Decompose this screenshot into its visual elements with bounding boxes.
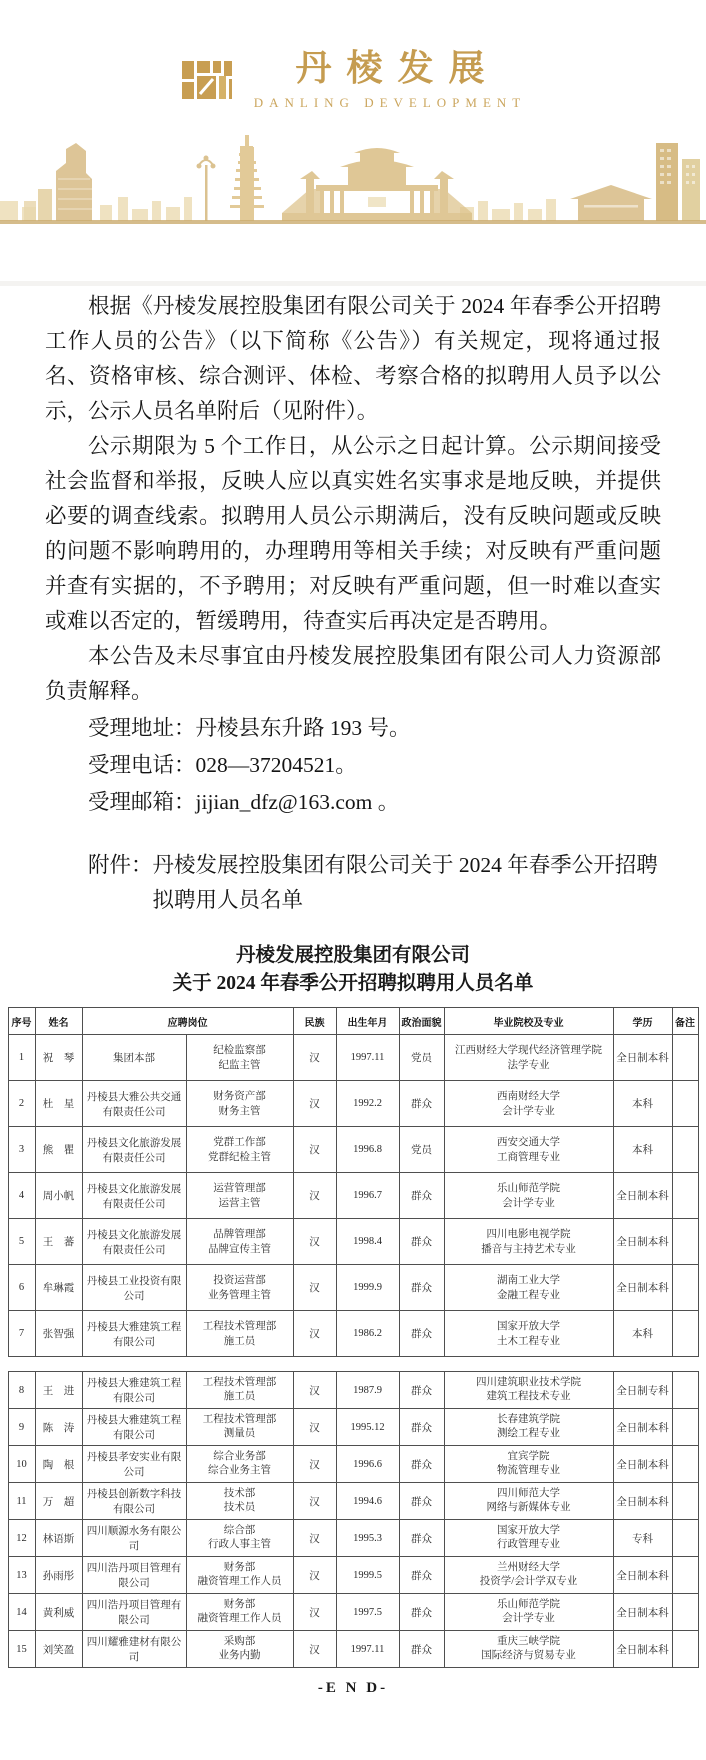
end-marker: -E N D- xyxy=(317,1680,389,1696)
position-cell xyxy=(186,1557,293,1594)
company-cell: 丹棱县创新数字科技有限公司 xyxy=(82,1483,186,1520)
note-cell xyxy=(672,1265,698,1311)
school-major: 网络与新媒体专业 xyxy=(486,1502,571,1513)
attachment-line xyxy=(45,848,661,918)
position-cell xyxy=(186,1520,293,1557)
ethnicity-cell: 汉 xyxy=(293,1520,336,1557)
school-name: 重庆三峡学院 xyxy=(497,1636,560,1647)
note-cell xyxy=(672,1173,698,1219)
company-cell: 丹棱县文化旅游发展有限责任公司 xyxy=(82,1127,186,1173)
name-cell: 刘笑盈 xyxy=(35,1631,82,1668)
ethnicity-cell: 汉 xyxy=(293,1173,336,1219)
no-cell: 13 xyxy=(8,1557,35,1594)
table-row xyxy=(8,1631,698,1668)
ethnicity-cell: 汉 xyxy=(293,1594,336,1631)
school-name: 湖南工业大学 xyxy=(497,1274,560,1286)
school-cell xyxy=(444,1311,613,1357)
politics-cell: 群众 xyxy=(399,1219,444,1265)
politics-cell: 群众 xyxy=(399,1631,444,1668)
contact-address: 受理地址：丹棱县东升路 193 号。 xyxy=(88,716,411,740)
company-cell: 丹棱县文化旅游发展有限责任公司 xyxy=(82,1173,186,1219)
no-cell: 5 xyxy=(8,1219,35,1265)
degree-cell: 全日制专科 xyxy=(613,1372,672,1409)
name-cell: 牟琳霞 xyxy=(35,1265,82,1311)
notice-body xyxy=(0,289,706,918)
company-cell: 丹棱县大雅建筑工程有限公司 xyxy=(82,1311,186,1357)
school-major: 投资学/会计学双专业 xyxy=(479,1576,578,1587)
company-cell: 丹棱县文化旅游发展有限责任公司 xyxy=(82,1219,186,1265)
name-cell: 熊 瞿 xyxy=(35,1127,82,1173)
note-cell xyxy=(672,1520,698,1557)
position-title: 综合业务主管 xyxy=(208,1465,271,1476)
school-major: 会计学专业 xyxy=(502,1613,555,1624)
position-title: 融资管理工作人员 xyxy=(197,1576,282,1587)
politics-cell: 群众 xyxy=(399,1372,444,1409)
position-cell xyxy=(186,1446,293,1483)
brand-logo-icon xyxy=(180,52,234,106)
no-cell: 2 xyxy=(8,1081,35,1127)
school-name: 西安交通大学 xyxy=(497,1136,560,1148)
header-politics: 政治面貌 xyxy=(399,1008,444,1035)
table-header-row xyxy=(8,1008,698,1035)
company-cell: 四川浩丹项目管理有限公司 xyxy=(82,1557,186,1594)
header-ethnicity: 民族 xyxy=(293,1008,336,1035)
position-cell xyxy=(186,1127,293,1173)
table-row xyxy=(8,1311,698,1357)
position-dept: 技术部 xyxy=(223,1488,256,1499)
politics-cell: 党员 xyxy=(399,1127,444,1173)
birth-cell: 1997.11 xyxy=(336,1035,399,1081)
school-cell xyxy=(444,1372,613,1409)
position-dept: 综合业务部 xyxy=(213,1451,266,1462)
degree-cell: 本科 xyxy=(613,1127,672,1173)
position-title: 财务主管 xyxy=(218,1105,261,1117)
birth-cell: 1996.6 xyxy=(336,1446,399,1483)
ethnicity-cell: 汉 xyxy=(293,1372,336,1409)
header-degree: 学历 xyxy=(613,1008,672,1035)
politics-cell: 群众 xyxy=(399,1446,444,1483)
brand-subtitle: DANLING DEVELOPMENT xyxy=(253,95,527,110)
birth-cell: 1994.6 xyxy=(336,1483,399,1520)
table-row xyxy=(8,1372,698,1409)
no-cell: 4 xyxy=(8,1173,35,1219)
ethnicity-cell: 汉 xyxy=(293,1081,336,1127)
table-row xyxy=(8,1483,698,1520)
table-body-2 xyxy=(8,1372,698,1668)
company-cell: 丹棱县大雅建筑工程有限公司 xyxy=(82,1409,186,1446)
note-cell xyxy=(672,1372,698,1409)
name-cell: 杜 星 xyxy=(35,1081,82,1127)
position-dept: 财务部 xyxy=(223,1562,256,1573)
degree-cell: 全日制本科 xyxy=(613,1446,672,1483)
school-name: 四川电影电视学院 xyxy=(486,1228,571,1240)
position-cell xyxy=(186,1372,293,1409)
school-cell xyxy=(444,1409,613,1446)
company-cell: 丹棱县工业投资有限公司 xyxy=(82,1265,186,1311)
note-cell xyxy=(672,1594,698,1631)
position-dept: 工程技术管理部 xyxy=(202,1320,277,1332)
name-cell: 黄利威 xyxy=(35,1594,82,1631)
politics-cell: 党员 xyxy=(399,1035,444,1081)
position-cell xyxy=(186,1483,293,1520)
table-row xyxy=(8,1520,698,1557)
position-title: 纪监主管 xyxy=(218,1059,261,1071)
table-row xyxy=(8,1081,698,1127)
header-no: 序号 xyxy=(8,1008,35,1035)
no-cell: 11 xyxy=(8,1483,35,1520)
name-cell: 万 超 xyxy=(35,1483,82,1520)
header-note: 备注 xyxy=(672,1008,698,1035)
birth-cell: 1996.8 xyxy=(336,1127,399,1173)
attachment-inner xyxy=(88,848,662,918)
recruits-table-1 xyxy=(8,1007,699,1357)
company-cell: 集团本部 xyxy=(82,1035,186,1081)
school-name: 四川建筑职业技术学院 xyxy=(476,1377,581,1388)
birth-cell: 1996.7 xyxy=(336,1173,399,1219)
company-cell: 四川顺源水务有限公司 xyxy=(82,1520,186,1557)
ethnicity-cell: 汉 xyxy=(293,1311,336,1357)
name-cell: 祝 琴 xyxy=(35,1035,82,1081)
table-row xyxy=(8,1594,698,1631)
no-cell: 15 xyxy=(8,1631,35,1668)
position-cell xyxy=(186,1409,293,1446)
politics-cell: 群众 xyxy=(399,1311,444,1357)
school-cell xyxy=(444,1081,613,1127)
politics-cell: 群众 xyxy=(399,1409,444,1446)
position-title: 党群纪检主管 xyxy=(208,1151,271,1163)
skyline-banner xyxy=(0,127,706,227)
school-cell xyxy=(444,1035,613,1081)
position-title: 融资管理工作人员 xyxy=(197,1613,282,1624)
position-dept: 财务资产部 xyxy=(213,1090,266,1102)
school-cell xyxy=(444,1219,613,1265)
school-cell xyxy=(444,1557,613,1594)
position-dept: 运营管理部 xyxy=(213,1182,266,1194)
brand-header xyxy=(0,0,706,111)
name-cell: 张智强 xyxy=(35,1311,82,1357)
birth-cell: 1986.2 xyxy=(336,1311,399,1357)
name-cell: 周小帆 xyxy=(35,1173,82,1219)
company-cell: 四川耀雅建材有限公司 xyxy=(82,1631,186,1668)
note-cell xyxy=(672,1631,698,1668)
degree-cell: 全日制本科 xyxy=(613,1631,672,1668)
contact-phone: 受理电话：028—37204521。 xyxy=(88,753,357,777)
birth-cell: 1995.12 xyxy=(336,1409,399,1446)
school-cell xyxy=(444,1631,613,1668)
birth-cell: 1999.9 xyxy=(336,1265,399,1311)
school-name: 江西财经大学现代经济管理学院 xyxy=(455,1044,602,1056)
ethnicity-cell: 汉 xyxy=(293,1631,336,1668)
degree-cell: 全日制本科 xyxy=(613,1173,672,1219)
table-row xyxy=(8,1265,698,1311)
school-cell xyxy=(444,1265,613,1311)
birth-cell: 1992.2 xyxy=(336,1081,399,1127)
birth-cell: 1995.3 xyxy=(336,1520,399,1557)
position-title: 业务管理主管 xyxy=(208,1289,271,1301)
school-major: 播音与主持艺术专业 xyxy=(481,1243,576,1255)
degree-cell: 全日制本科 xyxy=(613,1594,672,1631)
company-cell: 四川浩丹项目管理有限公司 xyxy=(82,1594,186,1631)
name-cell: 王 蕃 xyxy=(35,1219,82,1265)
position-dept: 财务部 xyxy=(223,1599,256,1610)
brand-name: 丹棱发展 xyxy=(295,48,500,88)
position-title: 测量员 xyxy=(223,1428,256,1439)
school-name: 乐山师范学院 xyxy=(497,1599,560,1610)
degree-cell: 全日制本科 xyxy=(613,1483,672,1520)
ethnicity-cell: 汉 xyxy=(293,1265,336,1311)
position-title: 施工员 xyxy=(223,1335,256,1347)
position-cell xyxy=(186,1265,293,1311)
position-title: 行政人事主管 xyxy=(208,1539,271,1550)
note-cell xyxy=(672,1483,698,1520)
note-cell xyxy=(672,1081,698,1127)
table-title-line2: 关于 2024 年春季公开招聘拟聘用人员名单 xyxy=(172,973,534,994)
company-cell: 丹棱县大雅公共交通有限责任公司 xyxy=(82,1081,186,1127)
no-cell: 6 xyxy=(8,1265,35,1311)
position-title: 业务内勤 xyxy=(218,1650,261,1661)
ethnicity-cell: 汉 xyxy=(293,1557,336,1594)
name-cell: 孙雨彤 xyxy=(35,1557,82,1594)
note-cell xyxy=(672,1446,698,1483)
skyline-illustration xyxy=(0,127,706,227)
school-major: 行政管理专业 xyxy=(497,1539,560,1550)
degree-cell: 全日制本科 xyxy=(613,1035,672,1081)
table-row xyxy=(8,1127,698,1173)
school-name: 国家开放大学 xyxy=(497,1320,560,1332)
no-cell: 12 xyxy=(8,1520,35,1557)
header-name: 姓名 xyxy=(35,1008,82,1035)
position-cell xyxy=(186,1631,293,1668)
degree-cell: 全日制本科 xyxy=(613,1557,672,1594)
brand-text xyxy=(254,46,527,111)
school-cell xyxy=(444,1594,613,1631)
birth-cell: 1997.5 xyxy=(336,1594,399,1631)
politics-cell: 群众 xyxy=(399,1173,444,1219)
politics-cell: 群众 xyxy=(399,1520,444,1557)
position-cell xyxy=(186,1594,293,1631)
politics-cell: 群众 xyxy=(399,1265,444,1311)
table-row xyxy=(8,1035,698,1081)
no-cell: 9 xyxy=(8,1409,35,1446)
degree-cell: 专科 xyxy=(613,1520,672,1557)
table-title-line1: 丹棱发展控股集团有限公司 xyxy=(235,945,470,966)
school-major: 国际经济与贸易专业 xyxy=(481,1650,576,1661)
no-cell: 10 xyxy=(8,1446,35,1483)
no-cell: 3 xyxy=(8,1127,35,1173)
school-name: 四川师范大学 xyxy=(497,1488,560,1499)
header-birth: 出生年月 xyxy=(336,1008,399,1035)
school-name: 乐山师范学院 xyxy=(497,1182,560,1194)
politics-cell: 群众 xyxy=(399,1483,444,1520)
recruits-table-2 xyxy=(8,1371,699,1668)
school-major: 物流管理专业 xyxy=(497,1465,560,1476)
position-dept: 工程技术管理部 xyxy=(202,1377,277,1388)
position-cell xyxy=(186,1219,293,1265)
school-name: 国家开放大学 xyxy=(497,1525,560,1536)
note-cell xyxy=(672,1219,698,1265)
no-cell: 1 xyxy=(8,1035,35,1081)
notice-paragraph-2: 公示期限为 5 个工作日，从公示之日起计算。公示期间接受社会监督和举报，反映人应以真实姓名实事求是地反映，并提供必要的调查线索。拟聘用人员公示期满后，没有反映问题或反映的问题不影响聘用的，办理聘用等相关手续；对反映有严重问题并查有实据的，不予聘用；对反映有严重问题，但一时难以查实或难以否定的，暂缓聘用，待查实后再决定是否聘用。 xyxy=(45,434,661,633)
birth-cell: 1997.11 xyxy=(336,1631,399,1668)
note-cell xyxy=(672,1311,698,1357)
school-cell xyxy=(444,1446,613,1483)
position-dept: 工程技术管理部 xyxy=(202,1414,277,1425)
position-title: 品牌宣传主管 xyxy=(208,1243,271,1255)
divider-band xyxy=(0,281,706,286)
position-cell xyxy=(186,1035,293,1081)
no-cell: 7 xyxy=(8,1311,35,1357)
company-cell: 丹棱县孝安实业有限公司 xyxy=(82,1446,186,1483)
notice-paragraph-3: 本公告及未尽事宜由丹棱发展控股集团有限公司人力资源部负责解释。 xyxy=(45,644,661,703)
politics-cell: 群众 xyxy=(399,1081,444,1127)
school-name: 宜宾学院 xyxy=(507,1451,550,1462)
school-cell xyxy=(444,1520,613,1557)
school-major: 测绘工程专业 xyxy=(497,1428,560,1439)
name-cell: 林语斯 xyxy=(35,1520,82,1557)
position-dept: 综合部 xyxy=(223,1525,256,1536)
table-row xyxy=(8,1557,698,1594)
degree-cell: 本科 xyxy=(613,1081,672,1127)
birth-cell: 1998.4 xyxy=(336,1219,399,1265)
contact-email: 受理邮箱：jijian_dfz@163.com 。 xyxy=(88,790,400,814)
school-cell xyxy=(444,1483,613,1520)
degree-cell: 全日制本科 xyxy=(613,1265,672,1311)
school-name: 西南财经大学 xyxy=(497,1090,560,1102)
attachment-label: 附件： xyxy=(88,853,153,877)
name-cell: 陈 涛 xyxy=(35,1409,82,1446)
table-row xyxy=(8,1173,698,1219)
politics-cell: 群众 xyxy=(399,1594,444,1631)
school-cell xyxy=(444,1173,613,1219)
no-cell: 14 xyxy=(8,1594,35,1631)
name-cell: 王 进 xyxy=(35,1372,82,1409)
degree-cell: 全日制本科 xyxy=(613,1409,672,1446)
note-cell xyxy=(672,1127,698,1173)
position-dept: 投资运营部 xyxy=(213,1274,266,1286)
table-row xyxy=(8,1409,698,1446)
table-row xyxy=(8,1446,698,1483)
position-dept: 采购部 xyxy=(223,1636,256,1647)
school-major: 工商管理专业 xyxy=(497,1151,560,1163)
note-cell xyxy=(672,1035,698,1081)
ethnicity-cell: 汉 xyxy=(293,1446,336,1483)
school-major: 法学专业 xyxy=(507,1059,550,1071)
position-dept: 纪检监察部 xyxy=(213,1044,266,1056)
header-school: 毕业院校及专业 xyxy=(444,1008,613,1035)
birth-cell: 1999.5 xyxy=(336,1557,399,1594)
position-dept: 党群工作部 xyxy=(213,1136,266,1148)
ethnicity-cell: 汉 xyxy=(293,1127,336,1173)
school-major: 土木工程专业 xyxy=(497,1335,560,1347)
position-dept: 品牌管理部 xyxy=(213,1228,266,1240)
position-title: 技术员 xyxy=(223,1502,256,1513)
ethnicity-cell: 汉 xyxy=(293,1409,336,1446)
position-cell xyxy=(186,1081,293,1127)
company-cell: 丹棱县大雅建筑工程有限公司 xyxy=(82,1372,186,1409)
school-major: 建筑工程技术专业 xyxy=(486,1391,571,1402)
position-cell xyxy=(186,1311,293,1357)
ethnicity-cell: 汉 xyxy=(293,1483,336,1520)
school-name: 长春建筑学院 xyxy=(497,1414,560,1425)
note-cell xyxy=(672,1409,698,1446)
header-position: 应聘岗位 xyxy=(82,1008,293,1035)
notice-paragraph-1: 根据《丹棱发展控股集团有限公司关于 2024 年春季公开招聘工作人员的公告》（以下简称《公告》）有关规定，现将通过报名、资格审核、综合测评、体检、考察合格的拟聘用人员予以公示，公示人员名单附后（见附件）。 xyxy=(45,294,661,423)
politics-cell: 群众 xyxy=(399,1557,444,1594)
degree-cell: 本科 xyxy=(613,1311,672,1357)
school-name: 兰州财经大学 xyxy=(497,1562,560,1573)
school-major: 会计学专业 xyxy=(502,1197,555,1209)
ethnicity-cell: 汉 xyxy=(293,1219,336,1265)
position-cell xyxy=(186,1173,293,1219)
name-cell: 陶 根 xyxy=(35,1446,82,1483)
position-title: 施工员 xyxy=(223,1391,256,1402)
school-major: 金融工程专业 xyxy=(497,1289,560,1301)
school-cell xyxy=(444,1127,613,1173)
ethnicity-cell: 汉 xyxy=(293,1035,336,1081)
birth-cell: 1987.9 xyxy=(336,1372,399,1409)
note-cell xyxy=(672,1557,698,1594)
table-row xyxy=(8,1219,698,1265)
school-major: 会计学专业 xyxy=(502,1105,555,1117)
degree-cell: 全日制本科 xyxy=(613,1219,672,1265)
position-title: 运营主管 xyxy=(218,1197,261,1209)
no-cell: 8 xyxy=(8,1372,35,1409)
table-body-1 xyxy=(8,1035,698,1357)
attachment-text: 丹棱发展控股集团有限公司关于 2024 年春季公开招聘拟聘用人员名单 xyxy=(152,853,658,912)
